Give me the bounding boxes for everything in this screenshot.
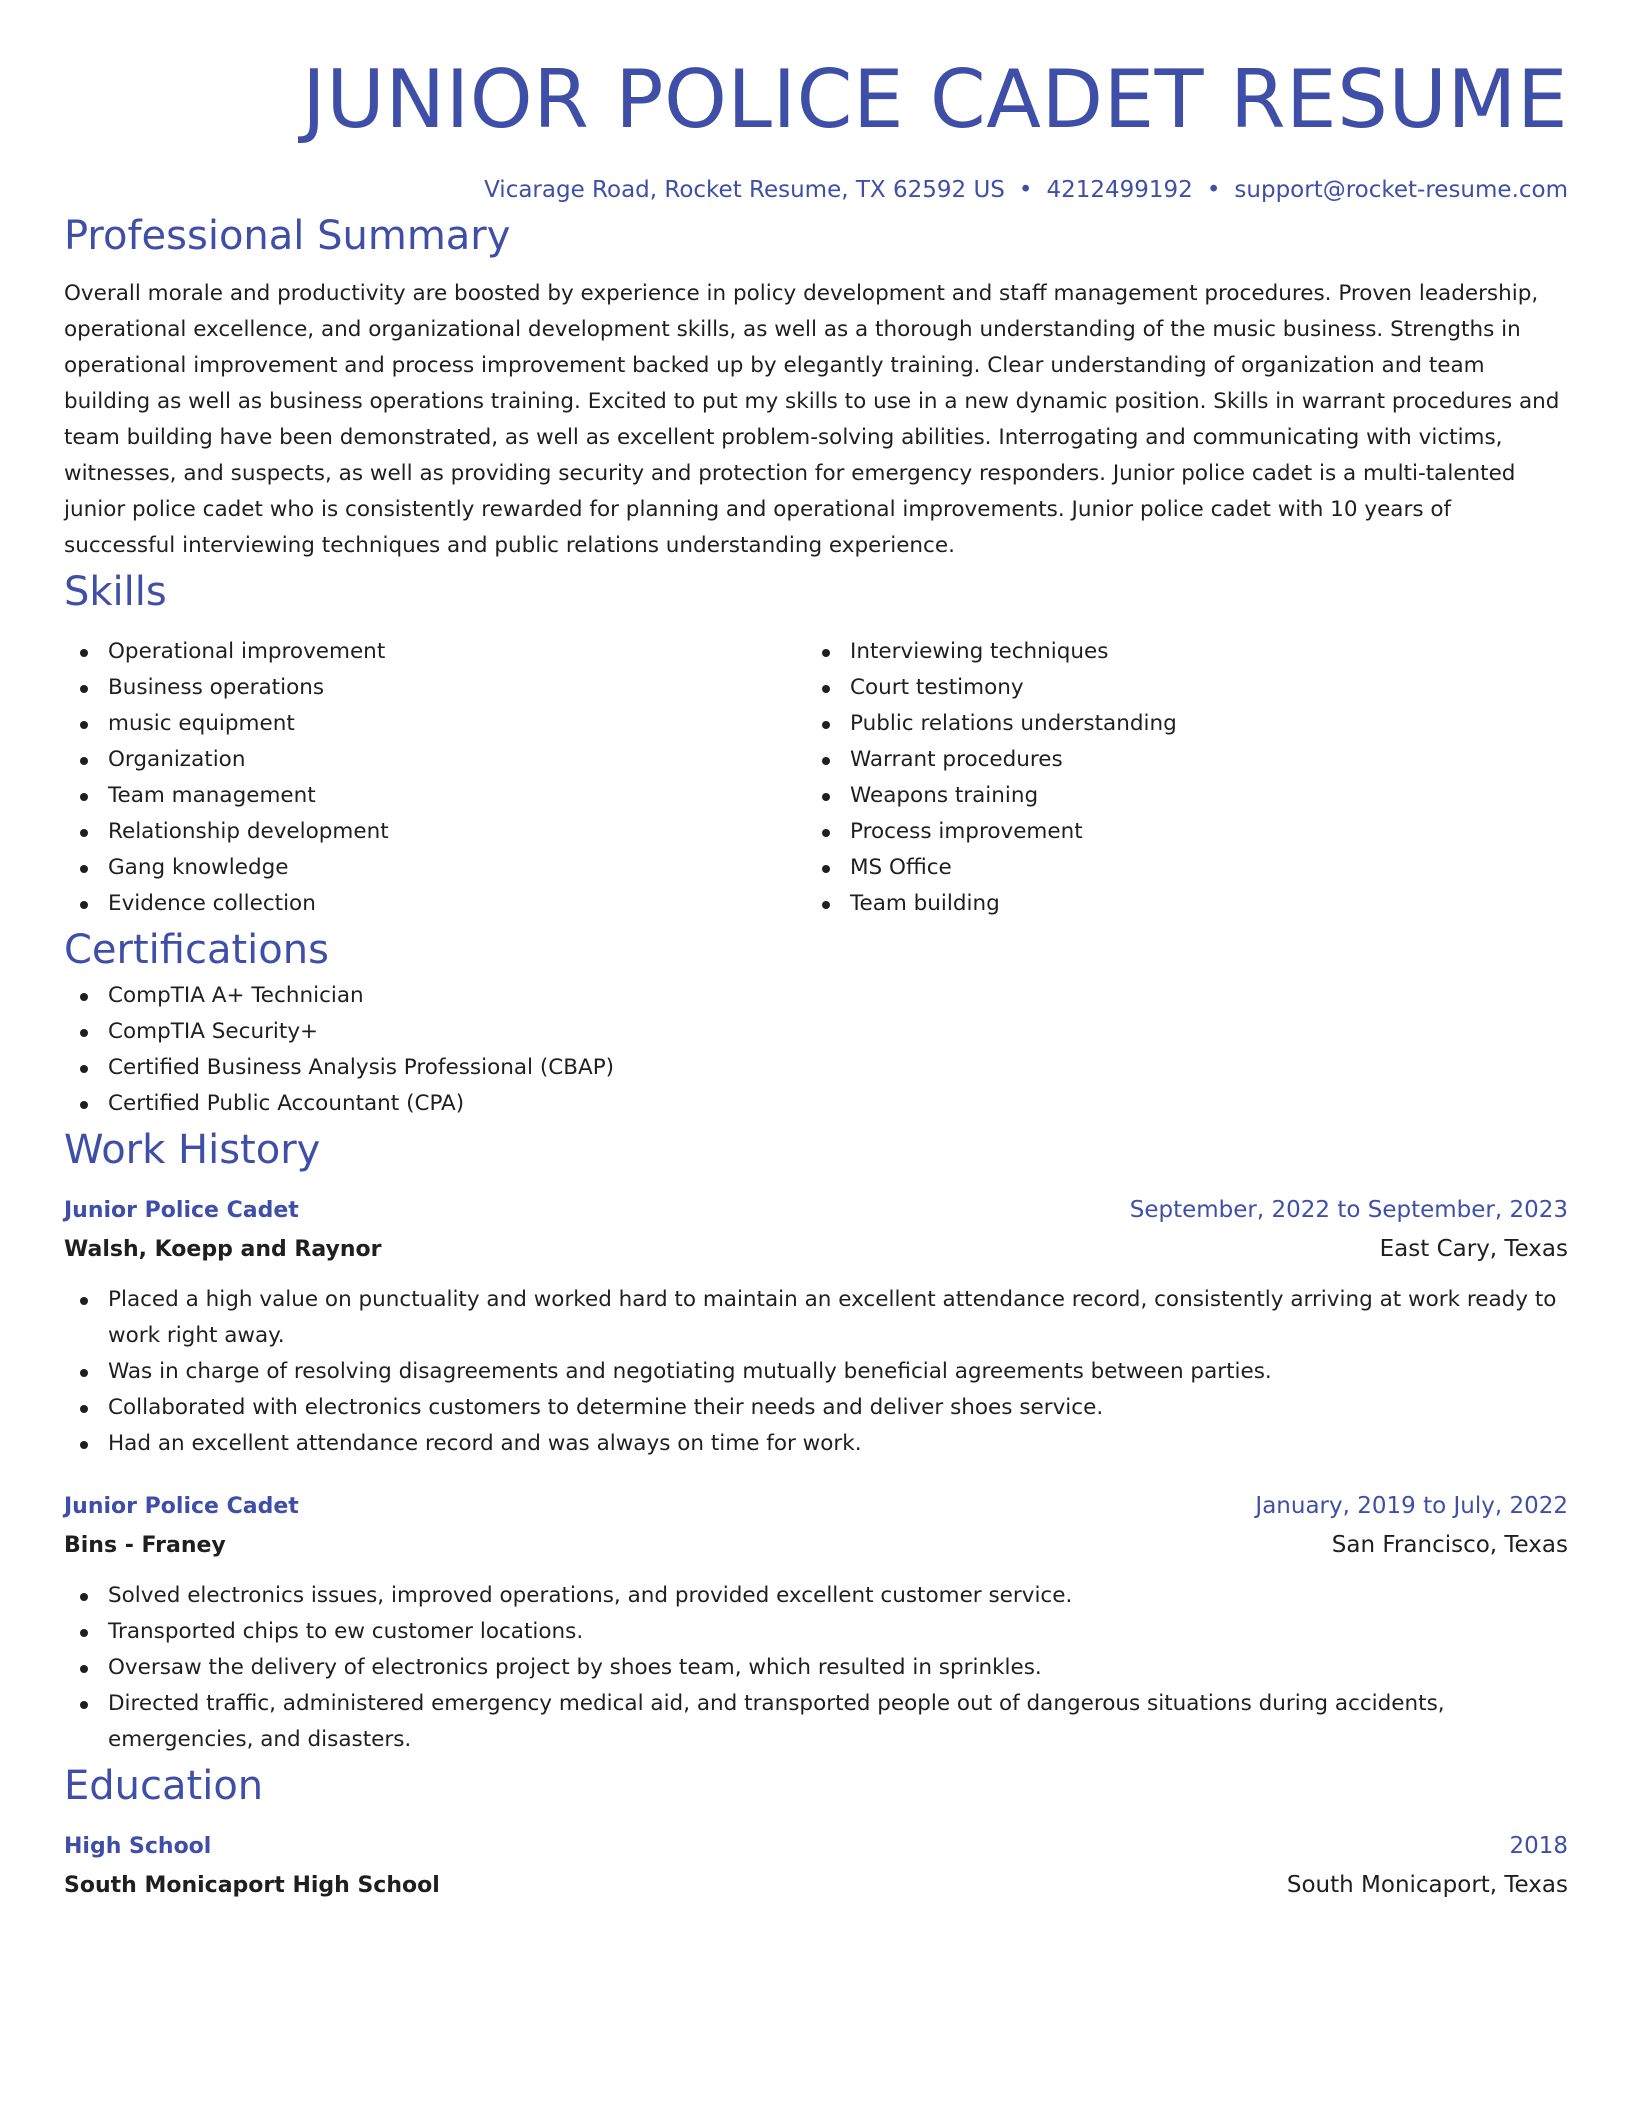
job-entry [64, 1192, 1568, 1462]
skill-item: Team management [108, 778, 806, 814]
skill-item: Public relations understanding [850, 706, 1548, 742]
certification-item: Certified Business Analysis Professional (CBAP) [108, 1050, 1568, 1086]
education-school: South Monicaport High School [64, 1873, 440, 1898]
job-company-row [64, 1525, 1568, 1566]
skill-item: MS Office [850, 850, 1548, 886]
education-year: 2018 [1509, 1833, 1568, 1859]
job-bullets [64, 1282, 1568, 1462]
job-bullet: Directed traffic, administered emergency medical aid, and transported people out of dangerous situations during accidents, emergencies, and disasters. [108, 1686, 1568, 1758]
skill-item: Evidence collection [108, 886, 806, 922]
certification-item: Certified Public Accountant (CPA) [108, 1086, 1568, 1122]
skills-heading: Skills [64, 569, 167, 615]
job-location: East Cary, Texas [1379, 1236, 1568, 1262]
education-entry [64, 1828, 1568, 1906]
certifications-heading: Certifications [64, 927, 329, 973]
job-location: San Francisco, Texas [1331, 1532, 1568, 1558]
skill-item: Weapons training [850, 778, 1548, 814]
resume-header [64, 50, 1568, 208]
contact-separator: • [1018, 177, 1033, 203]
skill-item: Operational improvement [108, 634, 806, 670]
skill-item: Court testimony [850, 670, 1548, 706]
job-title: Junior Police Cadet [64, 1494, 299, 1519]
job-company: Walsh, Koepp and Raynor [64, 1237, 382, 1262]
job-company-row [64, 1229, 1568, 1270]
skill-item: Warrant procedures [850, 742, 1548, 778]
job-title-row [64, 1192, 1568, 1229]
skill-item: Gang knowledge [108, 850, 806, 886]
education-school-row [64, 1865, 1568, 1906]
job-title: Junior Police Cadet [64, 1198, 299, 1223]
skills-column-right [806, 634, 1548, 922]
contact-address: Vicarage Road, Rocket Resume, TX 62592 US [484, 177, 1005, 203]
job-bullet: Collaborated with electronics customers to determine their needs and deliver shoes service. [108, 1390, 1568, 1426]
contact-phone: 4212499192 [1046, 177, 1193, 203]
job-bullet: Had an excellent attendance record and was always on time for work. [108, 1426, 1568, 1462]
skill-item: Interviewing techniques [850, 634, 1548, 670]
certification-item: CompTIA Security+ [108, 1014, 1568, 1050]
contact-email[interactable]: support@rocket-resume.com [1234, 177, 1568, 203]
job-bullet: Solved electronics issues, improved operations, and provided excellent customer service. [108, 1578, 1568, 1614]
contact-line [64, 172, 1568, 208]
skill-item: music equipment [108, 706, 806, 742]
skill-item: Relationship development [108, 814, 806, 850]
skill-item: Team building [850, 886, 1548, 922]
skill-item: Business operations [108, 670, 806, 706]
summary-heading: Professional Summary [64, 213, 511, 259]
education-heading: Education [64, 1763, 264, 1809]
certification-item: CompTIA A+ Technician [108, 978, 1568, 1014]
skills-column-left [64, 634, 806, 922]
job-dates: September, 2022 to September, 2023 [1129, 1197, 1568, 1223]
job-bullets [64, 1578, 1568, 1758]
certifications-list [64, 978, 1568, 1122]
job-bullet: Placed a high value on punctuality and worked hard to maintain an excellent attendance record, consistently arriving at work ready to work right away. [108, 1282, 1568, 1354]
skill-item: Process improvement [850, 814, 1548, 850]
job-entry [64, 1488, 1568, 1758]
job-dates: January, 2019 to July, 2022 [1255, 1493, 1568, 1519]
resume-title: JUNIOR POLICE CADET RESUME [302, 53, 1568, 146]
job-title-row [64, 1488, 1568, 1525]
job-bullet: Oversaw the delivery of electronics project by shoes team, which resulted in sprinkles. [108, 1650, 1568, 1686]
work-history-heading: Work History [64, 1127, 321, 1173]
skill-item: Organization [108, 742, 806, 778]
education-degree: High School [64, 1834, 212, 1859]
contact-separator: • [1206, 177, 1221, 203]
skills-list-left [64, 634, 806, 922]
job-bullet: Was in charge of resolving disagreements and negotiating mutually beneficial agreements between parties. [108, 1354, 1568, 1390]
job-company: Bins - Franey [64, 1533, 226, 1558]
education-degree-row [64, 1828, 1568, 1865]
skills-list-right [806, 634, 1548, 922]
job-bullet: Transported chips to ew customer locations. [108, 1614, 1568, 1650]
summary-text: Overall morale and productivity are boosted by experience in policy development and staff management procedures. Proven leadership, operational excellence, and organizational development skills, as well as a thorough understanding of the music business. Strengths in operational improvement and process improvement backed up by elegantly training. Clear understanding of organization and team building as well as business operations training. Excited to put my skills to use in a new dynamic position. Skills in warrant procedures and team building have been demonstrated, as well as excellent problem-solving abilities. Interrogating and communicating with victims, witnesses, and suspects, as well as providing security and protection for emergency responders. Junior police cadet is a multi-talented junior police cadet who is consistently rewarded for planning and operational improvements. Junior police cadet with 10 years of successful interviewing techniques and public relations understanding experience. [64, 281, 1560, 558]
skills-grid [64, 634, 1568, 922]
education-location: South Monicaport, Texas [1286, 1872, 1568, 1898]
